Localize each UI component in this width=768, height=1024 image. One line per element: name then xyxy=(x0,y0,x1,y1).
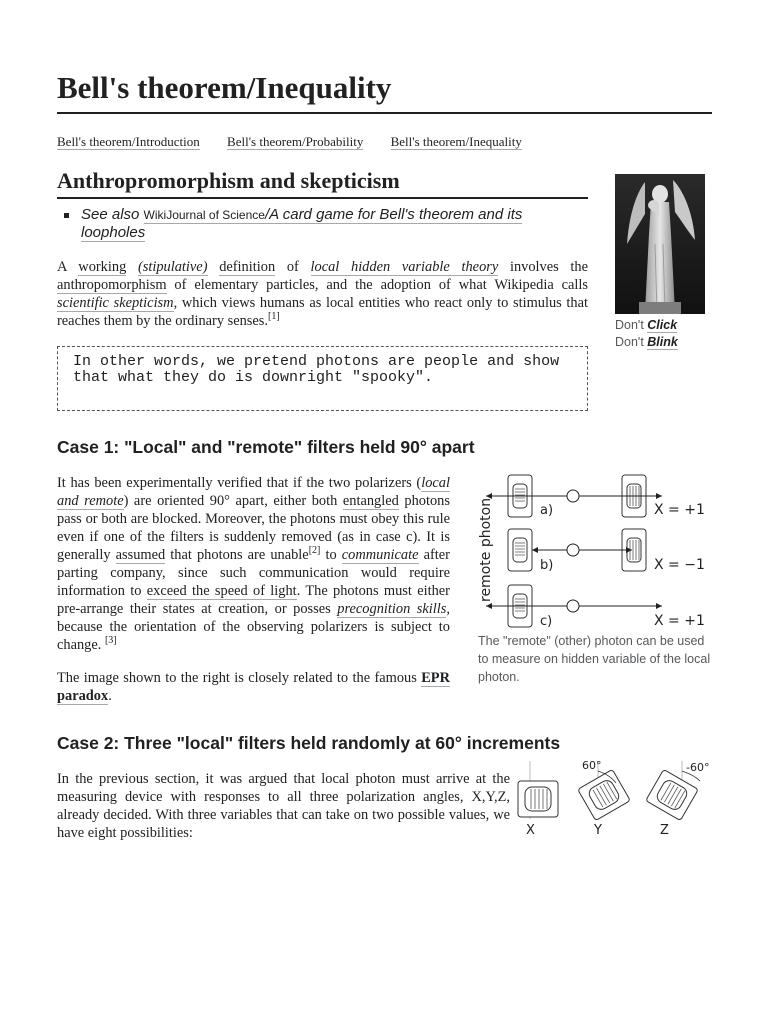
caption-link-click[interactable] xyxy=(647,318,677,333)
link-assumed[interactable]: assumed xyxy=(115,547,166,563)
text: A xyxy=(57,259,79,275)
row-b-label: b) xyxy=(540,558,554,573)
polarizer-caption: The "remote" (other) photon can be used to measure on hidden variable of the local photon. xyxy=(478,634,711,684)
link-scientific-skepticism[interactable]: scientific skepticism xyxy=(57,295,174,311)
row-a-result: X = +1 xyxy=(654,502,705,518)
angle-label-minus60: -60° xyxy=(686,761,710,774)
text: after parting company, since such communication would require information to xyxy=(57,547,450,599)
three-filters-figure[interactable] xyxy=(512,757,722,839)
text: to xyxy=(320,547,342,563)
nav-link-probability[interactable]: Bell's theorem/Probability xyxy=(227,134,364,149)
row-c xyxy=(486,585,705,629)
section-heading-case1: Case 1: "Local" and "remote" filters held 90° apart xyxy=(57,437,475,457)
section-heading-anthropomorphism: Anthropromorphism and skepticism xyxy=(57,168,400,193)
text xyxy=(126,259,138,275)
filter-label-z: Z xyxy=(660,823,669,838)
text: . The photons must either pre-arrange their states at creation, or posses xyxy=(57,583,450,617)
section-heading-case2: Case 2: Three "local" filters held randomly at 60° increments xyxy=(57,733,561,753)
reference-2[interactable]: [2] xyxy=(308,545,321,557)
link-precognition-skills[interactable]: precognition skills xyxy=(337,601,447,617)
text xyxy=(208,259,220,275)
text: photons pass or both are blocked. Moreover, the photons must obey this rule even if one of the filters is suddenly removed (as in case c). It is generally xyxy=(57,493,450,563)
link-definition[interactable]: definition xyxy=(219,259,276,275)
filter-y xyxy=(578,769,631,820)
link-stipulative[interactable]: (stipulative) xyxy=(137,259,208,275)
angle-label-60: 60° xyxy=(582,759,602,772)
caption-link-blink[interactable] xyxy=(647,335,678,350)
filter-z xyxy=(646,769,699,820)
text: that photons are unable xyxy=(165,547,309,563)
row-c-result: X = +1 xyxy=(654,613,705,629)
text: , which views humans as local entities who react only to stimulus that reaches them by the ordinary senses. xyxy=(57,295,588,329)
see-also-link[interactable] xyxy=(81,206,522,242)
quote-box: In other words, we pretend photons are people and show that what they do is downright "spooky". xyxy=(57,346,588,411)
row-c-label: c) xyxy=(540,614,553,629)
text: . xyxy=(108,688,112,704)
caption-prefix: Don't xyxy=(615,318,644,332)
statue-caption xyxy=(615,317,678,351)
link-anthropomorphism[interactable]: anthropomorphism xyxy=(57,277,167,293)
bullet-icon xyxy=(64,213,69,218)
row-a xyxy=(486,475,705,518)
text: , because the orientation of the observing polarizers is subject to change. xyxy=(57,601,450,653)
see-also-link-text: /A card game for Bell's theorem and its loopholes xyxy=(81,206,523,241)
statue-photo xyxy=(615,174,705,314)
filter-x xyxy=(518,781,558,817)
row-b-result: X = −1 xyxy=(654,557,705,573)
link-local-hidden-variable-theory[interactable]: local hidden variable theory xyxy=(310,259,499,275)
nav-link-introduction[interactable]: Bell's theorem/Introduction xyxy=(57,134,200,149)
reference-1[interactable]: [1] xyxy=(268,311,280,323)
page-title: Bell's theorem/Inequality xyxy=(57,70,392,105)
text: of elementary particles, and the adoption of what Wikipedia calls xyxy=(166,277,588,293)
text: The image shown to the right is closely related to the famous xyxy=(57,670,422,686)
row-a-label: a) xyxy=(540,503,554,518)
text: of xyxy=(275,259,311,275)
see-also-item xyxy=(66,206,566,242)
link-communicate[interactable]: communicate xyxy=(341,547,419,563)
reference-3[interactable]: [3] xyxy=(104,635,117,647)
title-divider xyxy=(57,112,712,114)
link-speed-of-light[interactable]: exceed the speed of light xyxy=(146,583,297,599)
see-also-journal: WikiJournal of Science xyxy=(143,208,265,222)
see-also-lead: See also xyxy=(81,206,140,223)
link-entangled[interactable]: entangled xyxy=(342,493,399,509)
text: involves the xyxy=(498,259,588,275)
nav-link-inequality[interactable]: Bell's theorem/Inequality xyxy=(390,134,522,149)
text: It has been experimentally verified that if the two polarizers ( xyxy=(57,475,422,491)
case2-paragraph: In the previous section, it was argued that local photon must arrive at the measuring device with responses to all three polarization angles, X,Y,Z, already decided. With three variables that can take on two possible values, we have eight possibilities: xyxy=(57,771,510,841)
filter-label-x: X xyxy=(526,823,535,838)
caption-prefix: Don't xyxy=(615,335,644,349)
axis-label-remote-photon: remote photon xyxy=(478,497,494,602)
link-epr-paradox[interactable]: EPR paradox xyxy=(57,670,450,704)
text: ) are oriented 90° apart, either both xyxy=(123,493,343,509)
case1-paragraph xyxy=(57,474,450,654)
statue-image[interactable] xyxy=(615,174,705,314)
link-local-and-remote[interactable]: local and remote xyxy=(57,475,450,509)
subpage-nav xyxy=(57,134,546,150)
section-divider xyxy=(57,197,588,199)
filter-label-y: Y xyxy=(594,823,602,838)
polarizer-figure[interactable] xyxy=(474,470,714,630)
epr-paragraph xyxy=(57,669,450,705)
caption-blink-word: Blink xyxy=(647,335,678,349)
link-working[interactable]: working xyxy=(78,259,127,275)
intro-paragraph xyxy=(57,258,588,330)
caption-click-word: Click xyxy=(647,318,678,332)
row-b xyxy=(508,529,705,573)
